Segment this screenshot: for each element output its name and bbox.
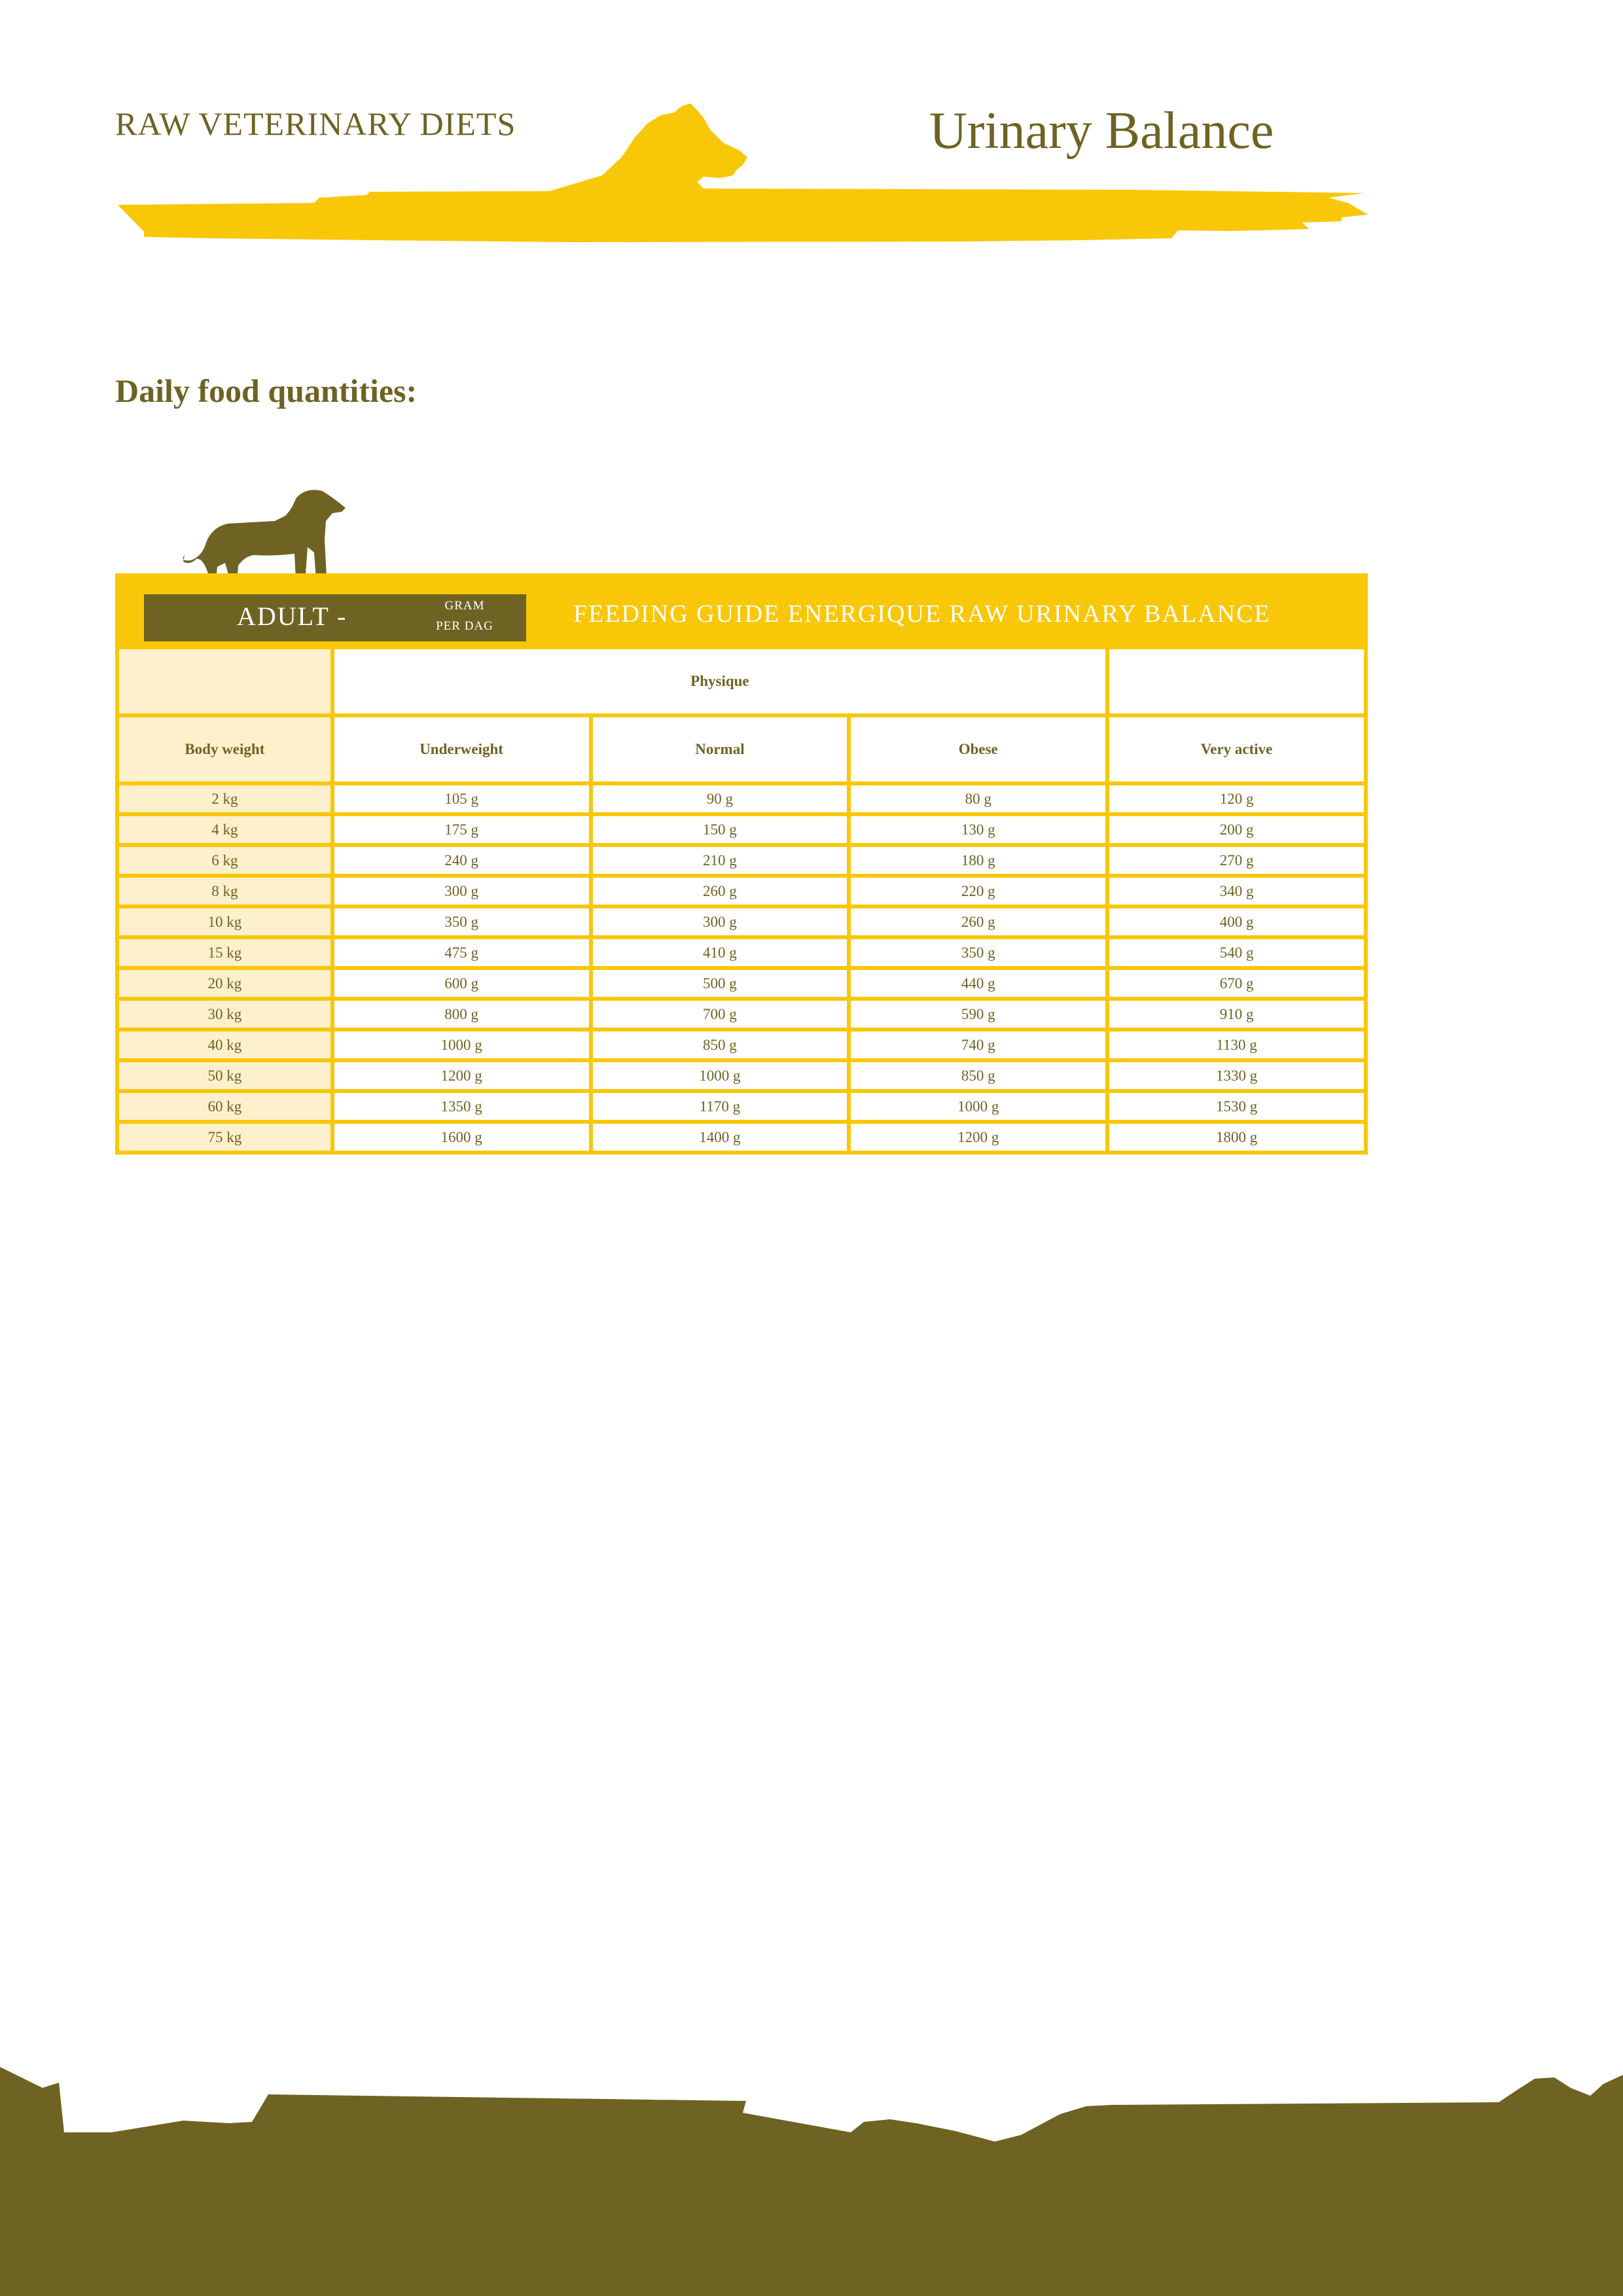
body-weight-cell: 6 kg [119, 847, 330, 874]
normal-cell: 210 g [593, 847, 847, 874]
table-row [119, 1093, 1364, 1120]
product-title: Urinary Balance [929, 102, 1274, 160]
normal-cell: 300 g [593, 908, 847, 935]
normal-cell: 1400 g [593, 1124, 847, 1151]
table-row [119, 1124, 1364, 1151]
table-row [119, 1001, 1364, 1028]
table-row [119, 847, 1364, 874]
normal-cell: 90 g [593, 785, 847, 812]
obese-cell: 590 g [851, 1001, 1105, 1028]
table-row [119, 939, 1364, 966]
physique-group-header: Physique [334, 649, 1105, 713]
obese-cell: 80 g [851, 785, 1105, 812]
normal-cell: 700 g [593, 1001, 847, 1028]
table-row [119, 816, 1364, 843]
table-empty-header-cell [1109, 649, 1364, 713]
column-header-body-weight: Body weight [119, 717, 330, 781]
very-active-cell: 270 g [1109, 847, 1364, 874]
very-active-cell: 540 g [1109, 939, 1364, 966]
underweight-cell: 475 g [334, 939, 589, 966]
body-weight-cell: 4 kg [119, 816, 330, 843]
brand-name: RAW VETERINARY DIETS [115, 105, 516, 142]
body-weight-cell: 8 kg [119, 878, 330, 905]
normal-cell: 500 g [593, 970, 847, 997]
header-brush-stroke [111, 92, 1381, 249]
body-weight-cell: 15 kg [119, 939, 330, 966]
life-stage-label: ADULT - [237, 601, 348, 631]
very-active-cell: 910 g [1109, 1001, 1364, 1028]
body-weight-cell: 60 kg [119, 1093, 330, 1120]
obese-cell: 740 g [851, 1031, 1105, 1058]
very-active-cell: 1130 g [1109, 1031, 1364, 1058]
body-weight-cell: 2 kg [119, 785, 330, 812]
underweight-cell: 105 g [334, 785, 589, 812]
obese-cell: 1200 g [851, 1124, 1105, 1151]
unit-label-gram: GRAM [444, 599, 485, 613]
very-active-cell: 1330 g [1109, 1062, 1364, 1089]
dog-head-silhouette-icon [118, 103, 1368, 242]
table-row [119, 908, 1364, 935]
underweight-cell: 1350 g [334, 1093, 589, 1120]
body-weight-cell: 40 kg [119, 1031, 330, 1058]
body-weight-cell: 20 kg [119, 970, 330, 997]
footer-landscape [0, 2055, 1623, 2296]
very-active-cell: 120 g [1109, 785, 1364, 812]
underweight-cell: 600 g [334, 970, 589, 997]
underweight-cell: 800 g [334, 1001, 589, 1028]
body-weight-cell: 75 kg [119, 1124, 330, 1151]
unit-label-per-day: PER DAG [436, 619, 493, 633]
underweight-cell: 1000 g [334, 1031, 589, 1058]
body-weight-cell: 50 kg [119, 1062, 330, 1089]
underweight-cell: 175 g [334, 816, 589, 843]
feeding-table [115, 645, 1368, 1155]
section-title: Daily food quantities: [115, 372, 418, 409]
column-header-very-active: Very active [1109, 717, 1364, 781]
normal-cell: 850 g [593, 1031, 847, 1058]
obese-cell: 260 g [851, 908, 1105, 935]
normal-cell: 1000 g [593, 1062, 847, 1089]
normal-cell: 410 g [593, 939, 847, 966]
very-active-cell: 200 g [1109, 816, 1364, 843]
table-row [119, 878, 1364, 905]
normal-cell: 1170 g [593, 1093, 847, 1120]
body-weight-cell: 30 kg [119, 1001, 330, 1028]
underweight-cell: 1200 g [334, 1062, 589, 1089]
very-active-cell: 400 g [1109, 908, 1364, 935]
underweight-cell: 240 g [334, 847, 589, 874]
table-corner-cell [119, 649, 330, 713]
obese-cell: 850 g [851, 1062, 1105, 1089]
very-active-cell: 1800 g [1109, 1124, 1364, 1151]
table-column-header-row [119, 717, 1364, 781]
table-row [119, 785, 1364, 812]
underweight-cell: 1600 g [334, 1124, 589, 1151]
obese-cell: 220 g [851, 878, 1105, 905]
normal-cell: 260 g [593, 878, 847, 905]
very-active-cell: 340 g [1109, 878, 1364, 905]
obese-cell: 440 g [851, 970, 1105, 997]
table-row [119, 970, 1364, 997]
obese-cell: 1000 g [851, 1093, 1105, 1120]
column-header-normal: Normal [593, 717, 847, 781]
body-weight-cell: 10 kg [119, 908, 330, 935]
table-group-header-row [119, 649, 1364, 713]
column-header-obese: Obese [851, 717, 1105, 781]
obese-cell: 180 g [851, 847, 1105, 874]
normal-cell: 150 g [593, 816, 847, 843]
underweight-cell: 300 g [334, 878, 589, 905]
very-active-cell: 670 g [1109, 970, 1364, 997]
table-row [119, 1031, 1364, 1058]
underweight-cell: 350 g [334, 908, 589, 935]
obese-cell: 130 g [851, 816, 1105, 843]
very-active-cell: 1530 g [1109, 1093, 1364, 1120]
column-header-underweight: Underweight [334, 717, 589, 781]
feeding-guide-title: FEEDING GUIDE ENERGIQUE RAW URINARY BALANCE [573, 600, 1271, 628]
table-row [119, 1062, 1364, 1089]
obese-cell: 350 g [851, 939, 1105, 966]
